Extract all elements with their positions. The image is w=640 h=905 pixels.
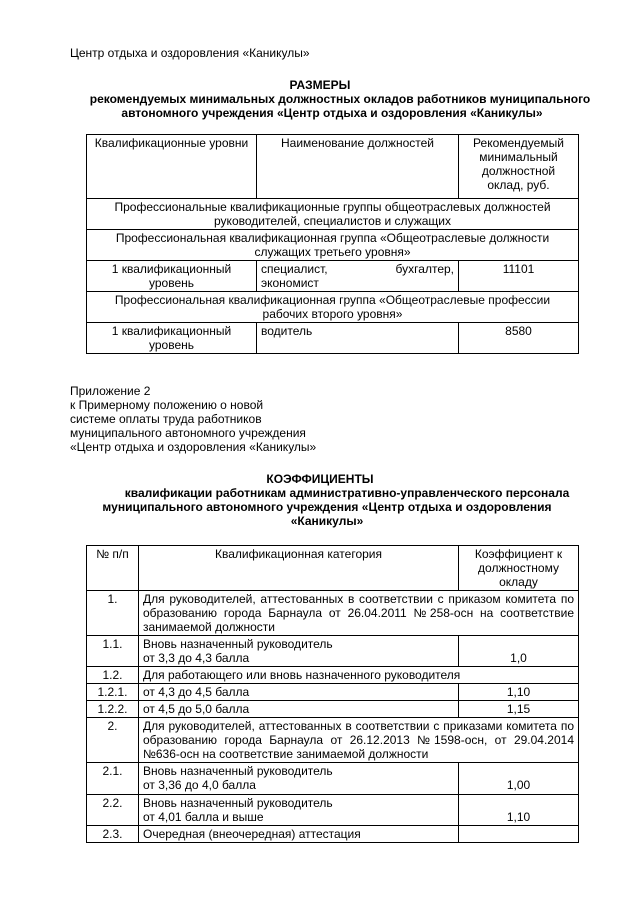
row1-level: 1 квалификационный уровень [87, 261, 257, 292]
r21-line2: от 3,36 до 4,0 балла [143, 778, 256, 793]
group-main-row [87, 199, 579, 230]
table-row [87, 591, 579, 636]
group2-row [87, 292, 579, 323]
appendix-block [70, 384, 316, 454]
r122-coef: 1,15 [459, 701, 579, 718]
r12-text: Для работающего или вновь назначенного руководителя [139, 667, 579, 684]
r121-text: от 4,3 до 4,5 балла [139, 684, 459, 701]
appendix-line1: Приложение 2 [70, 384, 151, 398]
row2-salary: 8580 [459, 323, 579, 354]
r23-text: Очередная (внеочередная) аттестация [139, 825, 459, 842]
r11-coef: 1,0 [459, 636, 579, 667]
r12-num: 1.2. [87, 667, 139, 684]
group-main: Профессиональные квалификационные группы общеотраслевых должностей руководителей, специалистов и служащих [87, 199, 579, 230]
coefficient-table-header [87, 546, 579, 591]
r22-num: 2.2. [87, 794, 139, 825]
table-row [87, 701, 579, 718]
table-row [87, 323, 579, 354]
header-coef: Коэффициент к должностному окладу [459, 546, 579, 591]
salary-table-header [87, 135, 579, 199]
r22-line1: Вновь назначенный руководитель [143, 795, 333, 810]
r122-text: от 4,5 до 5,0 балла [139, 701, 459, 718]
coefficient-table [86, 545, 579, 843]
table-row [87, 794, 579, 825]
r121-coef: 1,10 [459, 684, 579, 701]
r2-num: 2. [87, 718, 139, 763]
row1-salary: 11101 [459, 261, 579, 292]
r2-text: Для руководителей, аттестованных в соответствии с приказами комитета по образованию города Барнаула от 26.12.2013 №1598-осн, от 29.04.2014 №636-осн на соответствие занимаемой должности [139, 718, 579, 763]
table-row [87, 825, 579, 842]
group2: Профессиональная квалификационная группа «Общеотраслевые профессии рабочих второго уровня» [87, 292, 579, 323]
row1-position-line1: специалист, бухгалтер, [261, 262, 454, 277]
section2-subtitle-line1: квалификации работникам административно-управленческого персонала [124, 486, 570, 500]
r23-coef [459, 825, 579, 842]
table-row [87, 763, 579, 794]
group1: Профессиональная квалификационная группа «Общеотраслевые должности служащих третьего уровня» [87, 230, 579, 261]
r121-num: 1.2.1. [87, 684, 139, 701]
r22-text [139, 794, 459, 825]
appendix-line4: муниципального автономного учреждения [70, 426, 306, 441]
r22-coef: 1,10 [459, 794, 579, 825]
section2-subtitle-line3: «Каникулы» [290, 514, 364, 528]
group1-row [87, 230, 579, 261]
section1-subtitle-line2: автономного учреждения «Центр отдыха и оздоровления «Каникулы» [121, 106, 543, 120]
r122-num: 1.2.2. [87, 701, 139, 718]
r1-text: Для руководителей, аттестованных в соответствии с приказом комитета по образованию города Барнаула от 26.04.2011 №258-осн на соответствие занимаемой должности [139, 591, 579, 636]
r11-text [139, 636, 459, 667]
header-num: № п/п [87, 546, 139, 591]
table-row [87, 261, 579, 292]
appendix-line3: системе оплаты труда работников [70, 412, 262, 427]
r21-line1: Вновь назначенный руководитель [143, 764, 333, 779]
r21-coef: 1,00 [459, 763, 579, 794]
r21-num: 2.1. [87, 763, 139, 794]
r23-num: 2.3. [87, 825, 139, 842]
table-row [87, 718, 579, 763]
appendix-line2: к Примерному положению о новой [70, 398, 264, 413]
section1-title: РАЗМЕРЫ [289, 78, 351, 92]
row2-level: 1 квалификационный уровень [87, 323, 257, 354]
r11-num: 1.1. [87, 636, 139, 667]
table-row [87, 636, 579, 667]
r21-text [139, 763, 459, 794]
header-salary: Рекомендуемый минимальный должностной оклад, руб. [459, 135, 579, 199]
org-header: Центр отдыха и оздоровления «Каникулы» [70, 46, 310, 60]
salary-table [86, 134, 579, 354]
header-position: Наименование должностей [257, 135, 459, 199]
r11-line2: от 3,3 до 4,3 балла [143, 651, 250, 666]
section2-subtitle-line2: муниципального автономного учреждения «Центр отдыха и оздоровления [102, 500, 552, 514]
header-level: Квалификационные уровни [87, 135, 257, 199]
row2-position: водитель [257, 323, 459, 354]
section2-title: КОЭФФИЦИЕНТЫ [266, 472, 374, 486]
row1-position [257, 261, 459, 292]
r11-line1: Вновь назначенный руководитель [143, 637, 333, 652]
header-category: Квалификационная категория [139, 546, 459, 591]
appendix-line5: «Центр отдыха и оздоровления «Каникулы» [70, 440, 317, 455]
r22-line2: от 4,01 балла и выше [143, 809, 264, 824]
section1-subtitle-line1: рекомендуемых минимальных должностных окладов работников муниципального [89, 92, 591, 106]
r1-num: 1. [87, 591, 139, 636]
table-row [87, 684, 579, 701]
table-row [87, 667, 579, 684]
row1-position-line2: экономист [261, 276, 319, 291]
